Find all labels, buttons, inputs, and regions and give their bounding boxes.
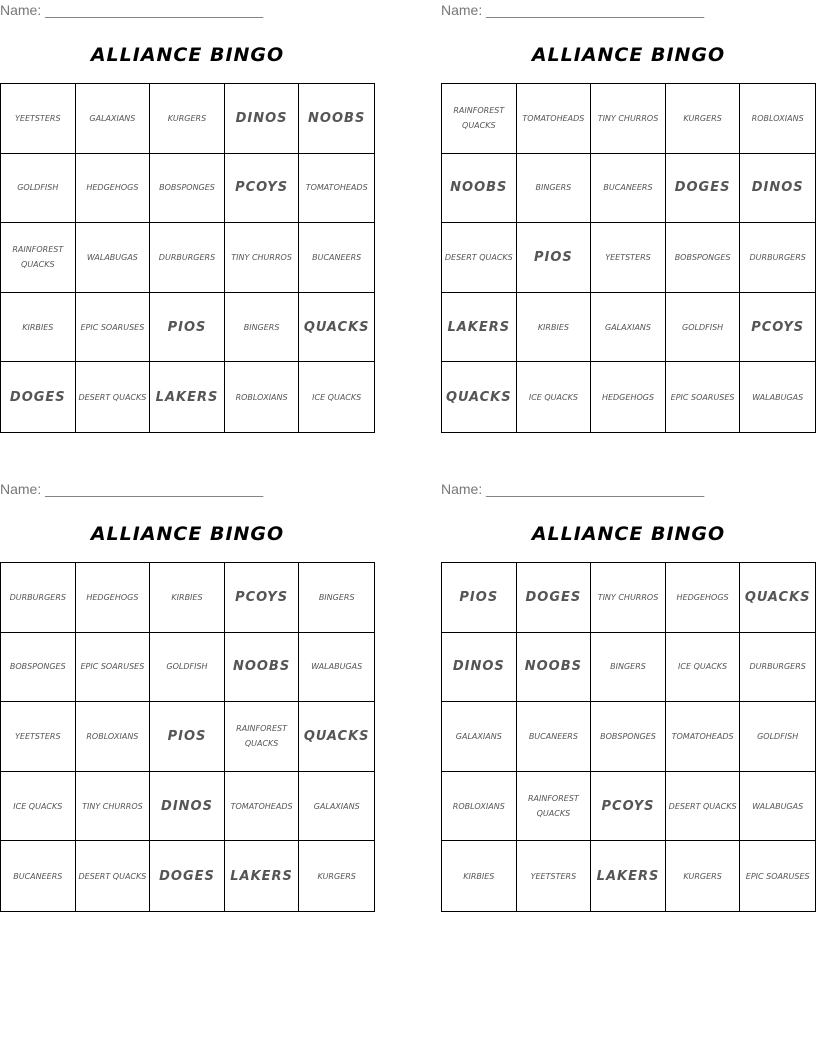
bingo-cell: YEETSTERS [1,702,76,772]
bingo-cell: ROBLOXIANS [76,702,151,772]
bingo-cell: TOMATOHEADS [666,702,741,772]
bingo-cell: DURBURGERS [150,223,225,293]
bingo-cell: NOOBS [225,633,300,703]
bingo-cell: ICE QUACKS [312,392,362,402]
bingo-cell: WALABUGAS [76,223,151,293]
bingo-cell: BUCANEERS [517,702,592,772]
bingo-cell: DOGES [1,362,76,432]
bingo-cell: TOMATOHEADS [517,84,592,154]
card-title: ALLIANCE BINGO [531,44,726,66]
bingo-cell: EPIC SOARUSES [666,362,741,432]
bingo-cell: ROBLOXIANS [442,772,517,842]
bingo-cell: KURGERS [666,841,741,911]
bingo-cell: ROBLOXIANS [740,84,815,154]
bingo-cell: QUACKS [299,293,374,363]
bingo-cell: RAINFOREST QUACKS [442,84,517,154]
bingo-cell: GALAXIANS [442,702,517,772]
bingo-cell: RAINFOREST QUACKS [517,772,592,842]
bingo-cell: GOLDFISH [1,154,76,224]
bingo-cell: PIOS [150,702,225,772]
bingo-grid [441,83,816,433]
bingo-cell: PCOYS [225,563,300,633]
name-field: Name: ____________________________ [441,2,705,18]
card-title: ALLIANCE BINGO [90,523,285,545]
bingo-cell: GALAXIANS [591,293,666,363]
bingo-cell: BINGERS [591,633,666,703]
bingo-cell: YEETSTERS [591,223,666,293]
bingo-cell: DESERT QUACKS [666,772,741,842]
bingo-cell: ICE QUACKS [666,633,741,703]
bingo-cell: KURGERS [317,871,356,881]
bingo-cell: EPIC SOARUSES [76,293,151,363]
bingo-cell: TINY CHURROS [225,223,300,293]
bingo-cell: EPIC SOARUSES [76,633,151,703]
bingo-cell: KIRBIES [1,293,76,363]
bingo-cell: QUACKS [740,563,815,633]
bingo-cell: KIRBIES [517,293,592,363]
bingo-cell: YEETSTERS [1,84,76,154]
bingo-cell: DOGES [517,563,592,633]
bingo-cell: BOBSPONGES [666,223,741,293]
bingo-cell: BUCANEERS [299,223,374,293]
bingo-grid [0,562,375,912]
bingo-cell: WALABUGAS [299,633,374,703]
bingo-cell: DURBURGERS [1,563,76,633]
bingo-cell: KURGERS [150,84,225,154]
bingo-cell: NOOBS [299,84,374,154]
bingo-cell: KIRBIES [150,563,225,633]
bingo-cell: ROBLOXIANS [225,362,300,432]
bingo-cell: BUCANEERS [591,154,666,224]
bingo-cell: BOBSPONGES [1,633,76,703]
bingo-cell: TINY CHURROS [76,772,151,842]
bingo-cell: BOBSPONGES [150,154,225,224]
bingo-cell: HEDGEHOGS [76,154,151,224]
name-field: Name: ____________________________ [0,481,264,497]
bingo-cell: BUCANEERS [1,841,76,911]
bingo-cell: YEETSTERS [517,841,592,911]
bingo-cell: GALAXIANS [299,772,374,842]
bingo-cell: QUACKS [442,362,517,432]
bingo-cell: DINOS [442,633,517,703]
bingo-cell: KIRBIES [442,841,517,911]
bingo-cell: PIOS [517,223,592,293]
bingo-cell: BINGERS [299,563,374,633]
bingo-cell: GALAXIANS [76,84,151,154]
bingo-cell: TINY CHURROS [591,84,666,154]
bingo-cell: PIOS [150,293,225,363]
bingo-cell: DURBURGERS [740,223,815,293]
bingo-cell: PCOYS [591,772,666,842]
bingo-cell: ICE QUACKS [1,772,76,842]
bingo-cell: BINGERS [517,154,592,224]
bingo-cell: BINGERS [225,293,300,363]
card-title: ALLIANCE BINGO [90,44,285,66]
bingo-cell: HEDGEHOGS [76,563,151,633]
bingo-cell: GOLDFISH [666,293,741,363]
bingo-cell: LAKERS [591,841,666,911]
bingo-cell: DOGES [150,841,225,911]
bingo-cell: DURBURGERS [740,633,815,703]
bingo-cell: GOLDFISH [740,702,815,772]
bingo-cell: RAINFOREST QUACKS [1,223,76,293]
bingo-cell: TOMATOHEADS [225,772,300,842]
bingo-grid [0,83,375,433]
bingo-cell: LAKERS [225,841,300,911]
bingo-cell: PCOYS [740,293,815,363]
bingo-cell: BOBSPONGES [591,702,666,772]
bingo-cell: NOOBS [517,633,592,703]
bingo-cell: GOLDFISH [150,633,225,703]
bingo-cell: NOOBS [442,154,517,224]
bingo-cell: LAKERS [150,362,225,432]
bingo-cell: ICE QUACKS [517,362,592,432]
bingo-cell: PCOYS [225,154,300,224]
name-field: Name: ____________________________ [441,481,705,497]
bingo-cell: QUACKS [299,702,374,772]
bingo-cell: TOMATOHEADS [299,154,374,224]
bingo-cell: DESERT QUACKS [76,362,151,432]
bingo-cell: DINOS [225,84,300,154]
bingo-cell: KURGERS [666,84,741,154]
bingo-cell: DINOS [150,772,225,842]
bingo-cell: PIOS [442,563,517,633]
bingo-cell: DOGES [666,154,741,224]
bingo-cell: DESERT QUACKS [76,841,151,911]
card-title: ALLIANCE BINGO [531,523,726,545]
bingo-cell: WALABUGAS [740,772,815,842]
bingo-cell: EPIC SOARUSES [745,871,810,881]
bingo-cell: HEDGEHOGS [666,563,741,633]
name-field: Name: ____________________________ [0,2,264,18]
bingo-cell: WALABUGAS [752,392,804,402]
bingo-cell: HEDGEHOGS [591,362,666,432]
bingo-cell: DESERT QUACKS [442,223,517,293]
bingo-cell: TINY CHURROS [591,563,666,633]
bingo-grid [441,562,816,912]
bingo-cell: LAKERS [442,293,517,363]
bingo-cell: RAINFOREST QUACKS [225,702,300,772]
bingo-cell: DINOS [740,154,815,224]
